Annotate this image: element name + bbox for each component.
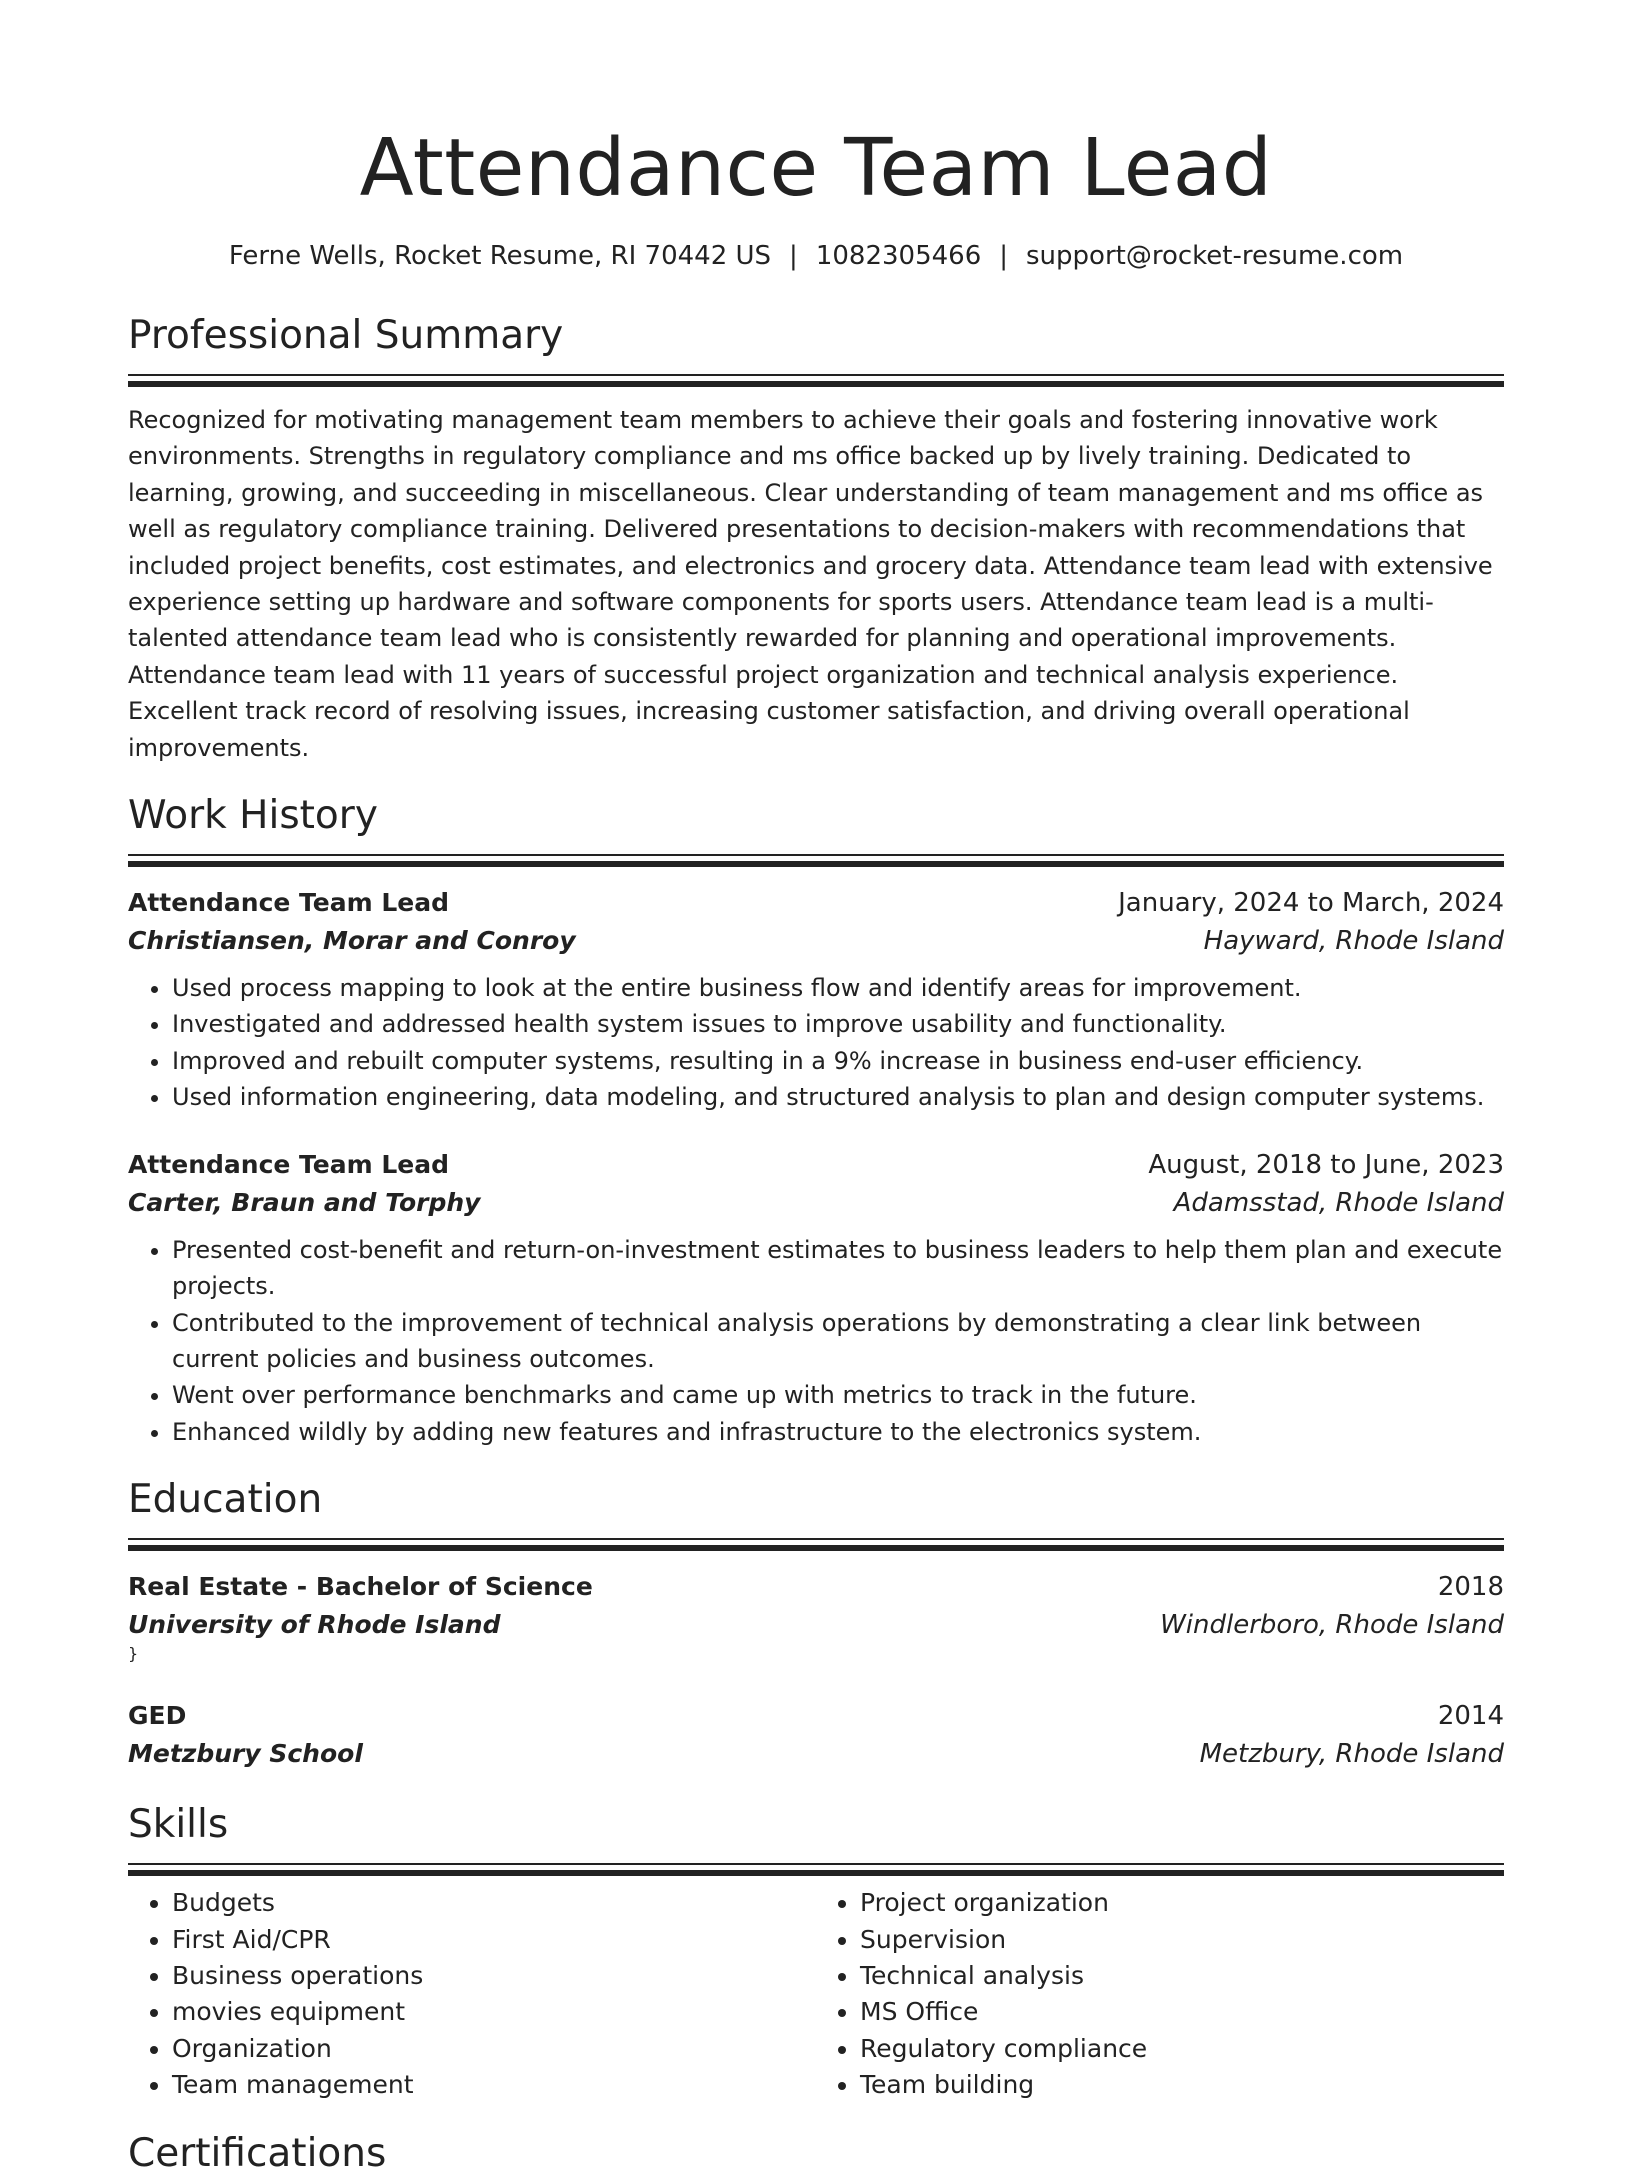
section-heading-certifications: Certifications bbox=[128, 2130, 387, 2176]
education-location: Metzbury, Rhode Island bbox=[1199, 1739, 1504, 1770]
job-company: Carter, Braun and Torphy bbox=[128, 1187, 481, 1217]
skill-item: • Organization bbox=[172, 2031, 816, 2067]
education-entry: Real Estate - Bachelor of Science 2018 University of Rhode Island Windlerboro, Rhode Island } bbox=[128, 1568, 1504, 1663]
contact-separator: | bbox=[789, 241, 798, 271]
education-entry bbox=[128, 1697, 1504, 1773]
job-bullet: • Enhanced wildly by adding new features and infrastructure to the electronics system. bbox=[172, 1414, 1504, 1450]
section-heading-summary: Professional Summary bbox=[128, 313, 564, 358]
contact-line bbox=[128, 238, 1504, 274]
job-bullet: • Used process mapping to look at the entire business flow and identify areas for improvement. bbox=[172, 970, 1504, 1006]
resume-title: Attendance Team Lead bbox=[359, 122, 1273, 214]
section-divider bbox=[128, 374, 1504, 388]
skill-item: • MS Office bbox=[860, 1994, 1504, 2030]
skills-list-left bbox=[128, 1885, 816, 2103]
education-year: 2018 bbox=[1437, 1572, 1504, 1603]
skill-item: • Project organization bbox=[860, 1885, 1504, 1921]
job-entry bbox=[128, 1146, 1504, 1450]
education-year: 2014 bbox=[1437, 1701, 1504, 1732]
skills-list-right bbox=[816, 1885, 1504, 2103]
section-heading-work-history: Work History bbox=[128, 793, 378, 839]
section-divider bbox=[128, 854, 1504, 868]
job-bullet: • Went over performance benchmarks and came up with metrics to track in the future. bbox=[172, 1377, 1504, 1413]
section-divider bbox=[128, 1863, 1504, 1877]
skill-item: • Supervision bbox=[860, 1922, 1504, 1958]
certifications-section bbox=[128, 2130, 1504, 2178]
skill-item: • movies equipment bbox=[172, 1994, 816, 2030]
job-bullet: • Contributed to the improvement of technical analysis operations by demonstrating a clear link between current policies and business outcomes. bbox=[172, 1305, 1504, 1378]
job-bullet: • Presented cost-benefit and return-on-investment estimates to business leaders to help them plan and execute projects. bbox=[172, 1232, 1504, 1305]
contact-phone: 1082305466 bbox=[815, 241, 982, 271]
job-company: Christiansen, Morar and Conroy bbox=[128, 926, 576, 956]
summary-section bbox=[128, 312, 1504, 766]
contact-separator: | bbox=[999, 241, 1008, 271]
section-heading-education: Education bbox=[128, 1477, 323, 1523]
skill-item: • Technical analysis bbox=[860, 1958, 1504, 1994]
skill-item: • First Aid/CPR bbox=[172, 1922, 816, 1958]
education-degree: Real Estate - Bachelor of Science bbox=[128, 1572, 593, 1602]
education-school: Metzbury School bbox=[128, 1739, 363, 1769]
job-dates: January, 2024 to March, 2024 bbox=[1118, 888, 1504, 919]
skill-item: • Business operations bbox=[172, 1958, 816, 1994]
job-dates: August, 2018 to June, 2023 bbox=[1148, 1149, 1504, 1180]
summary-text: Recognized for motivating management team members to achieve their goals and fostering innovative work environments. Strengths in regulatory compliance and ms office backed up by lively training. Dedicated to learning, growing, and succeeding in miscellaneous. Clear understanding of team management and ms office as well as regulatory compliance training. Delivered presentations to decision-makers with recommendations that included project benefits, cost estimates, and electronics and grocery data. Attendance team lead with extensive experience setting up hardware and software components for sports users. Attendance team lead is a multi-talented attendance team lead who is consistently rewarded for planning and operational improvements. Attendance team lead with 11 years of successful project organization and technical analysis experience. Excellent track record of resolving issues, increasing customer satisfaction, and driving overall operational improvements. bbox=[128, 406, 1493, 762]
education-school: University of Rhode Island bbox=[128, 1610, 501, 1640]
job-title: Attendance Team Lead bbox=[128, 1149, 450, 1179]
section-divider bbox=[128, 1538, 1504, 1552]
job-title: Attendance Team Lead bbox=[128, 888, 450, 918]
section-heading-skills: Skills bbox=[128, 1802, 229, 1848]
job-location: Adamsstad, Rhode Island bbox=[1173, 1187, 1504, 1218]
contact-address: Ferne Wells, Rocket Resume, RI 70442 US bbox=[228, 241, 772, 271]
education-section bbox=[128, 1476, 1504, 1773]
job-entry bbox=[128, 884, 1504, 1116]
skill-item: • Budgets bbox=[172, 1885, 816, 1921]
skill-item: • Team management bbox=[172, 2067, 816, 2103]
job-location: Hayward, Rhode Island bbox=[1203, 926, 1504, 957]
job-bullet: • Improved and rebuilt computer systems, resulting in a 9% increase in business end-user efficiency. bbox=[172, 1043, 1504, 1079]
skills-grid bbox=[128, 1885, 1504, 2103]
skills-section bbox=[128, 1801, 1504, 2103]
skill-item: • Regulatory compliance bbox=[860, 2031, 1504, 2067]
job-bullet-list bbox=[128, 970, 1504, 1116]
job-bullet: • Used information engineering, data modeling, and structured analysis to plan and design computer systems. bbox=[172, 1079, 1504, 1115]
contact-email: support@rocket-resume.com bbox=[1026, 241, 1404, 271]
education-location: Windlerboro, Rhode Island bbox=[1160, 1610, 1504, 1641]
job-bullet-list bbox=[128, 1232, 1504, 1450]
resume-page bbox=[128, 0, 1504, 2176]
work-history-section bbox=[128, 792, 1504, 1450]
job-bullet: • Investigated and addressed health system issues to improve usability and functionality. bbox=[172, 1006, 1504, 1042]
skill-item: • Team building bbox=[860, 2067, 1504, 2103]
education-degree: GED bbox=[128, 1701, 187, 1731]
